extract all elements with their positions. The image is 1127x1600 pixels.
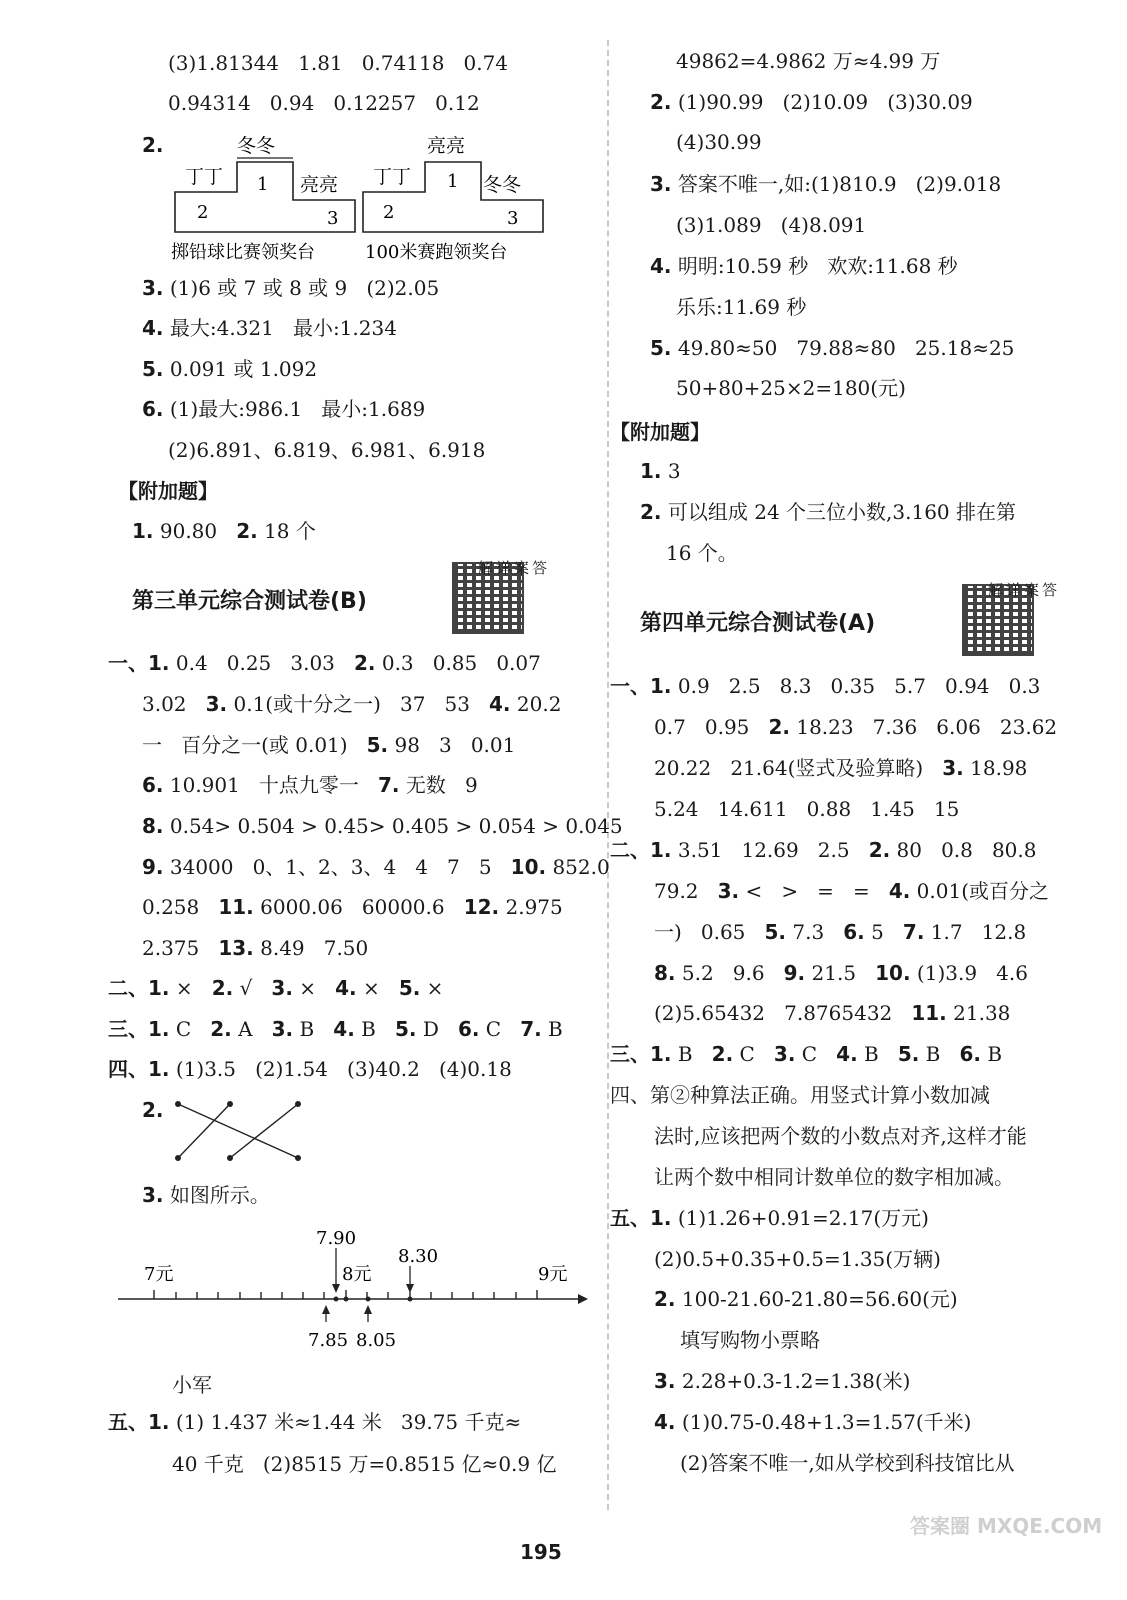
answer-line [108,651,541,675]
answer-segment: 一 百分之一(或 0.01) [142,733,367,757]
answer-line: 3. 如图所示。 [142,1183,270,1207]
answer-segment: × [356,976,399,1000]
answer-segment: (2)0.5+0.35+0.5=1.35(万辆) [654,1247,941,1271]
podium-top-name: 冬冬 [237,135,276,157]
answer-segment: √ [233,976,272,1000]
answer-segment: 无数 9 [399,773,478,797]
answer-segment: 3. [271,1017,294,1041]
answer-segment: 0.4 0.25 3.03 [169,651,354,675]
answer-line: (2)6.891、6.819、6.981、6.918 [168,438,486,462]
answer-segment: 3. [650,172,672,196]
answer-segment: 79.2 [654,879,718,903]
answer-segment: 5. [366,733,389,757]
answer-line [654,1124,1027,1148]
answer-line [680,1328,820,1352]
answer-segment: 法时,应该把两个数的小数点对齐,这样才能 [654,1124,1027,1148]
answer-line [654,920,1026,944]
podium-caption: 掷铅球比赛领奖台 [171,242,315,263]
answer-segment: 2. [640,500,662,524]
answer-line [142,936,368,960]
tick-label: 7元 [144,1264,174,1285]
answer-segment: 5.2 9.6 [675,961,784,985]
watermark: 答案圈 MXQE.COM [910,1514,1103,1538]
answer-segment: 0.3 0.85 0.07 [375,651,541,675]
answer-segment: 3. [942,756,964,780]
column-divider [607,40,609,1510]
answer-segment: 5.24 14.611 0.88 1.45 15 [654,797,960,821]
answer-line [610,1083,990,1107]
answer-segment: 4. [335,976,357,1000]
answer-line [142,855,610,879]
answer-segment: 40 千克 (2)8515 万=0.8515 亿≈0.9 亿 [172,1452,557,1476]
answer-segment: (1)1.26+0.91=2.17(万元) [671,1206,929,1230]
tick-label: 8元 [342,1264,372,1285]
answer-segment: 2. [210,1017,232,1041]
answer-segment: 四、第②种算法正确。用竖式计算小数加减 [610,1083,990,1107]
podium-rank-2: 2 [383,202,395,223]
answer-segment: 一、1. [108,651,170,675]
answer-line [142,692,561,716]
answer-segment: 6. [959,1042,981,1066]
podium-caption: 100米赛跑领奖台 [365,242,508,263]
answer-segment: 16 个。 [666,541,738,565]
answer-segment: 0.01(或百分之 [910,879,1050,903]
answer-segment: 5. [764,920,786,944]
answer-segment: C [733,1042,774,1066]
answer-segment: 10.901 十点九零一 [163,773,378,797]
answer-segment: 7. [520,1017,542,1041]
answer-segment: 2. [711,1042,734,1066]
answer-line: 0.94314 0.94 0.12257 0.12 [168,91,480,115]
answer-line: 6. (1)最大:986.1 最小:1.689 [142,397,426,421]
answer-segment: 4. [650,254,672,278]
arrow-label-bottom: 7.85 [308,1330,349,1351]
answer-segment: 9. [783,961,806,985]
answer-segment: 852.0 [546,855,610,879]
answer-line [676,130,762,154]
answer-segment: B [980,1042,1003,1066]
answer-segment: × [169,976,212,1000]
answer-segment: 填写购物小票略 [680,1328,820,1352]
answer-segment: 34000 0、1、2、3、4 4 7 5 [163,855,511,879]
answer-segment: 5. [398,976,421,1000]
tick-label: 9元 [538,1264,568,1285]
answer-segment: 21.5 [805,961,876,985]
matching-lines [170,1098,310,1164]
answer-segment: 10. [875,961,911,985]
answer-segment: 7.3 [786,920,844,944]
answer-segment: B [919,1042,960,1066]
answer-segment: C [795,1042,837,1066]
answer-line [610,1206,929,1230]
answer-segment: A [231,1017,272,1041]
answer-line: 4. 最大:4.321 最小:1.234 [142,316,397,340]
answer-segment: 2. [654,1287,676,1311]
podium-rank-1: 1 [257,174,269,195]
answer-segment: × [420,976,444,1000]
answer-segment: (4)30.99 [676,130,762,154]
answer-segment: 2.975 [499,895,563,919]
number-line [110,1222,600,1352]
arrow-label-top: 8.30 [398,1246,439,1267]
answer-segment: 20.2 [510,692,562,716]
answer-segment: 3. [271,976,293,1000]
answer-line [610,1042,1002,1066]
answer-segment: 6. [142,773,164,797]
answer-line [676,376,906,400]
answer-line [654,797,959,821]
answer-segment: 11. [218,895,254,919]
answer-segment: 五、1. [108,1410,170,1434]
answer-segment: C [169,1017,211,1041]
answer-line [680,1451,1015,1475]
answer-line [640,500,1016,524]
answer-segment: 80 0.8 80.8 [890,838,1037,862]
answer-segment: 6. [457,1017,480,1041]
answer-segment: 3 [661,459,681,483]
answer-segment: 2. [768,715,790,739]
answer-segment: 3.51 12.69 2.5 [671,838,869,862]
answer-line [666,541,738,565]
extra-title: 【附加题】 [118,479,218,503]
answer-line: 小军 [172,1373,212,1397]
answer-line [654,1369,910,1393]
answer-segment: 1.7 12.8 [924,920,1027,944]
answer-segment: B [354,1017,395,1041]
answer-segment: 3. [654,1369,676,1393]
answer-segment: 2. [650,90,672,114]
answer-segment: 10. [510,855,547,879]
answer-segment: 二、1. [610,838,672,862]
answer-segment: 0.9 2.5 8.3 0.35 5.7 0.94 0.3 [671,674,1041,698]
answer-segment: B [293,1017,334,1041]
answer-segment: 4. [836,1042,858,1066]
answer-line [108,1057,512,1081]
answer-segment: 5. [897,1042,920,1066]
answer-line: 3. (1)6 或 7 或 8 或 9 (2)2.05 [142,276,440,300]
answer-line [108,976,443,1000]
answer-segment: 四、1. [108,1057,170,1081]
answer-line [654,715,1057,739]
podium-rank-2: 2 [197,202,209,223]
answer-segment: 可以组成 24 个三位小数,3.160 排在第 [661,500,1017,524]
answer-segment: 8. [142,814,164,838]
answer-line: 5. 0.091 或 1.092 [142,357,318,381]
answer-line [610,838,1037,862]
answer-segment: 3.02 [142,692,206,716]
answer-segment: 4. [489,692,511,716]
podium-right-name: 冬冬 [483,174,522,196]
answer-line [654,1287,958,1311]
answer-segment: 3. [773,1042,796,1066]
podium-shot-put [171,135,355,263]
answer-segment: D [416,1017,458,1041]
podium-left-name: 丁丁 [185,166,224,188]
answer-segment: 0.1(或十分之一) 37 53 [227,692,490,716]
answer-line [650,254,958,278]
answer-segment: 20.22 21.64(竖式及验算略) [654,756,943,780]
answer-line [172,1452,556,1476]
answer-segment: (1)3.9 4.6 [910,961,1028,985]
answer-segment: B [671,1042,712,1066]
answer-segment: 一) 0.65 [654,920,765,944]
answer-line [654,1410,971,1434]
answer-segment: 三、1. [610,1042,672,1066]
answer-line [142,733,515,757]
qr-label: 答案详解 [476,560,548,575]
answer-segment: (1) 1.437 米≈1.44 米 39.75 千克≈ [169,1410,522,1434]
answer-segment: 49.80≈50 79.88≈80 25.18≈25 [671,336,1015,360]
answer-segment: 7. [902,920,925,944]
answer-segment: 6000.06 60000.6 [253,895,464,919]
answer-segment: 4. [654,1410,676,1434]
answer-segment: 5. [394,1017,417,1041]
answer-segment: 11. [911,1001,947,1025]
answer-segment: 0.54> 0.504 > 0.45> 0.405 > 0.054 > 0.045 [163,814,623,838]
answer-segment: 1. [640,459,662,483]
answer-line [676,295,806,319]
answer-segment: 2. [868,838,891,862]
answer-line [650,172,1001,196]
answer-line [676,213,866,237]
answer-segment: 98 3 0.01 [388,733,516,757]
answer-line [142,895,563,919]
answer-segment: 18.98 [963,756,1028,780]
answer-segment: B [541,1017,563,1041]
podium-rank-3: 3 [507,208,519,229]
answer-line [640,459,681,483]
answer-segment: (1)90.99 (2)10.09 (3)30.09 [671,90,973,114]
answer-segment: 乐乐:11.69 秒 [676,295,807,319]
section-title: 第三单元综合测试卷(B) [132,589,367,614]
answer-segment: 18.23 7.36 6.06 23.62 [790,715,1058,739]
answer-segment: 三、1. [108,1017,170,1041]
podium-left-name: 丁丁 [373,166,412,188]
podium-diagrams [165,132,555,267]
podium-right-name: 亮亮 [300,174,339,196]
answer-segment: 4. [888,879,911,903]
arrow-label-bottom: 8.05 [356,1330,397,1351]
answer-segment: 3. [717,879,740,903]
question-number: 2. [142,133,164,157]
answer-line [142,773,478,797]
page-number: 195 [520,1540,562,1564]
podium-rank-3: 3 [327,208,339,229]
answer-line [108,1410,521,1434]
answer-line [654,1165,1014,1189]
podium-top-name: 亮亮 [427,135,466,157]
answer-line [610,674,1040,698]
answer-line [654,879,1049,903]
answer-segment: C [479,1017,521,1041]
answer-line [676,49,940,73]
arrow-label-top: 7.90 [316,1228,357,1249]
answer-line: 1. 90.80 2. 18 个 [132,519,316,543]
answer-segment: B [857,1042,898,1066]
answer-segment: (2)5.65432 7.8765432 [654,1001,912,1025]
answer-segment: 13. [218,936,254,960]
answer-segment: 0.7 0.95 [654,715,769,739]
answer-segment: 49862=4.9862 万≈4.99 万 [676,49,941,73]
answer-line [654,1247,941,1271]
answer-line [650,90,973,114]
answer-segment: 0.258 [142,895,219,919]
answer-segment: 12. [463,895,500,919]
answer-segment: (2)答案不唯一,如从学校到科技馆比从 [680,1451,1015,1475]
answer-segment: 6. [843,920,865,944]
answer-segment: 2.375 [142,936,219,960]
answer-segment: 9. [142,855,164,879]
answer-segment: 让两个数中相同计数单位的数字相加减。 [654,1165,1014,1189]
answer-segment: 5. [650,336,672,360]
answer-segment: 8.49 7.50 [253,936,369,960]
answer-segment: 100-21.60-21.80=56.60(元) [675,1287,958,1311]
answer-line [654,961,1028,985]
answer-segment: (3)1.089 (4)8.091 [676,213,867,237]
answer-segment: 3. [205,692,228,716]
answer-line [108,1017,563,1041]
answer-segment: (1)0.75-0.48+1.3=1.57(千米) [675,1410,972,1434]
answer-segment: 8. [654,961,676,985]
answer-segment: 答案不唯一,如:(1)810.9 (2)9.018 [671,172,1002,196]
answer-line: (3)1.81344 1.81 0.74118 0.74 [168,51,509,75]
answer-segment: 二、1. [108,976,170,1000]
podium-100m [363,135,543,263]
qr-label: 答案详解 [986,582,1058,597]
answer-segment: 2.28+0.3-1.2=1.38(米) [675,1369,911,1393]
answer-line [654,1001,1010,1025]
answer-segment: 5 [864,920,903,944]
answer-line [654,756,1027,780]
answer-segment: 一、1. [610,674,672,698]
answer-segment: 2. [353,651,376,675]
answer-segment: 明明:10.59 秒 欢欢:11.68 秒 [671,254,958,278]
answer-segment: < > = = [739,879,889,903]
answer-segment: (1)3.5 (2)1.54 (3)40.2 (4)0.18 [169,1057,512,1081]
podium-rank-1: 1 [447,171,459,192]
answer-segment: 4. [333,1017,355,1041]
question-number: 2. [142,1098,164,1122]
section-title: 第四单元综合测试卷(A) [640,611,876,636]
answer-segment: 50+80+25×2=180(元) [676,376,906,400]
answer-segment: 五、1. [610,1206,672,1230]
answer-segment: × [292,976,336,1000]
answer-segment: 21.38 [946,1001,1011,1025]
extra-title: 【附加题】 [610,420,710,444]
answer-segment: 2. [211,976,234,1000]
answer-segment: 7. [378,773,400,797]
answer-line [142,814,623,838]
answer-line [650,336,1014,360]
